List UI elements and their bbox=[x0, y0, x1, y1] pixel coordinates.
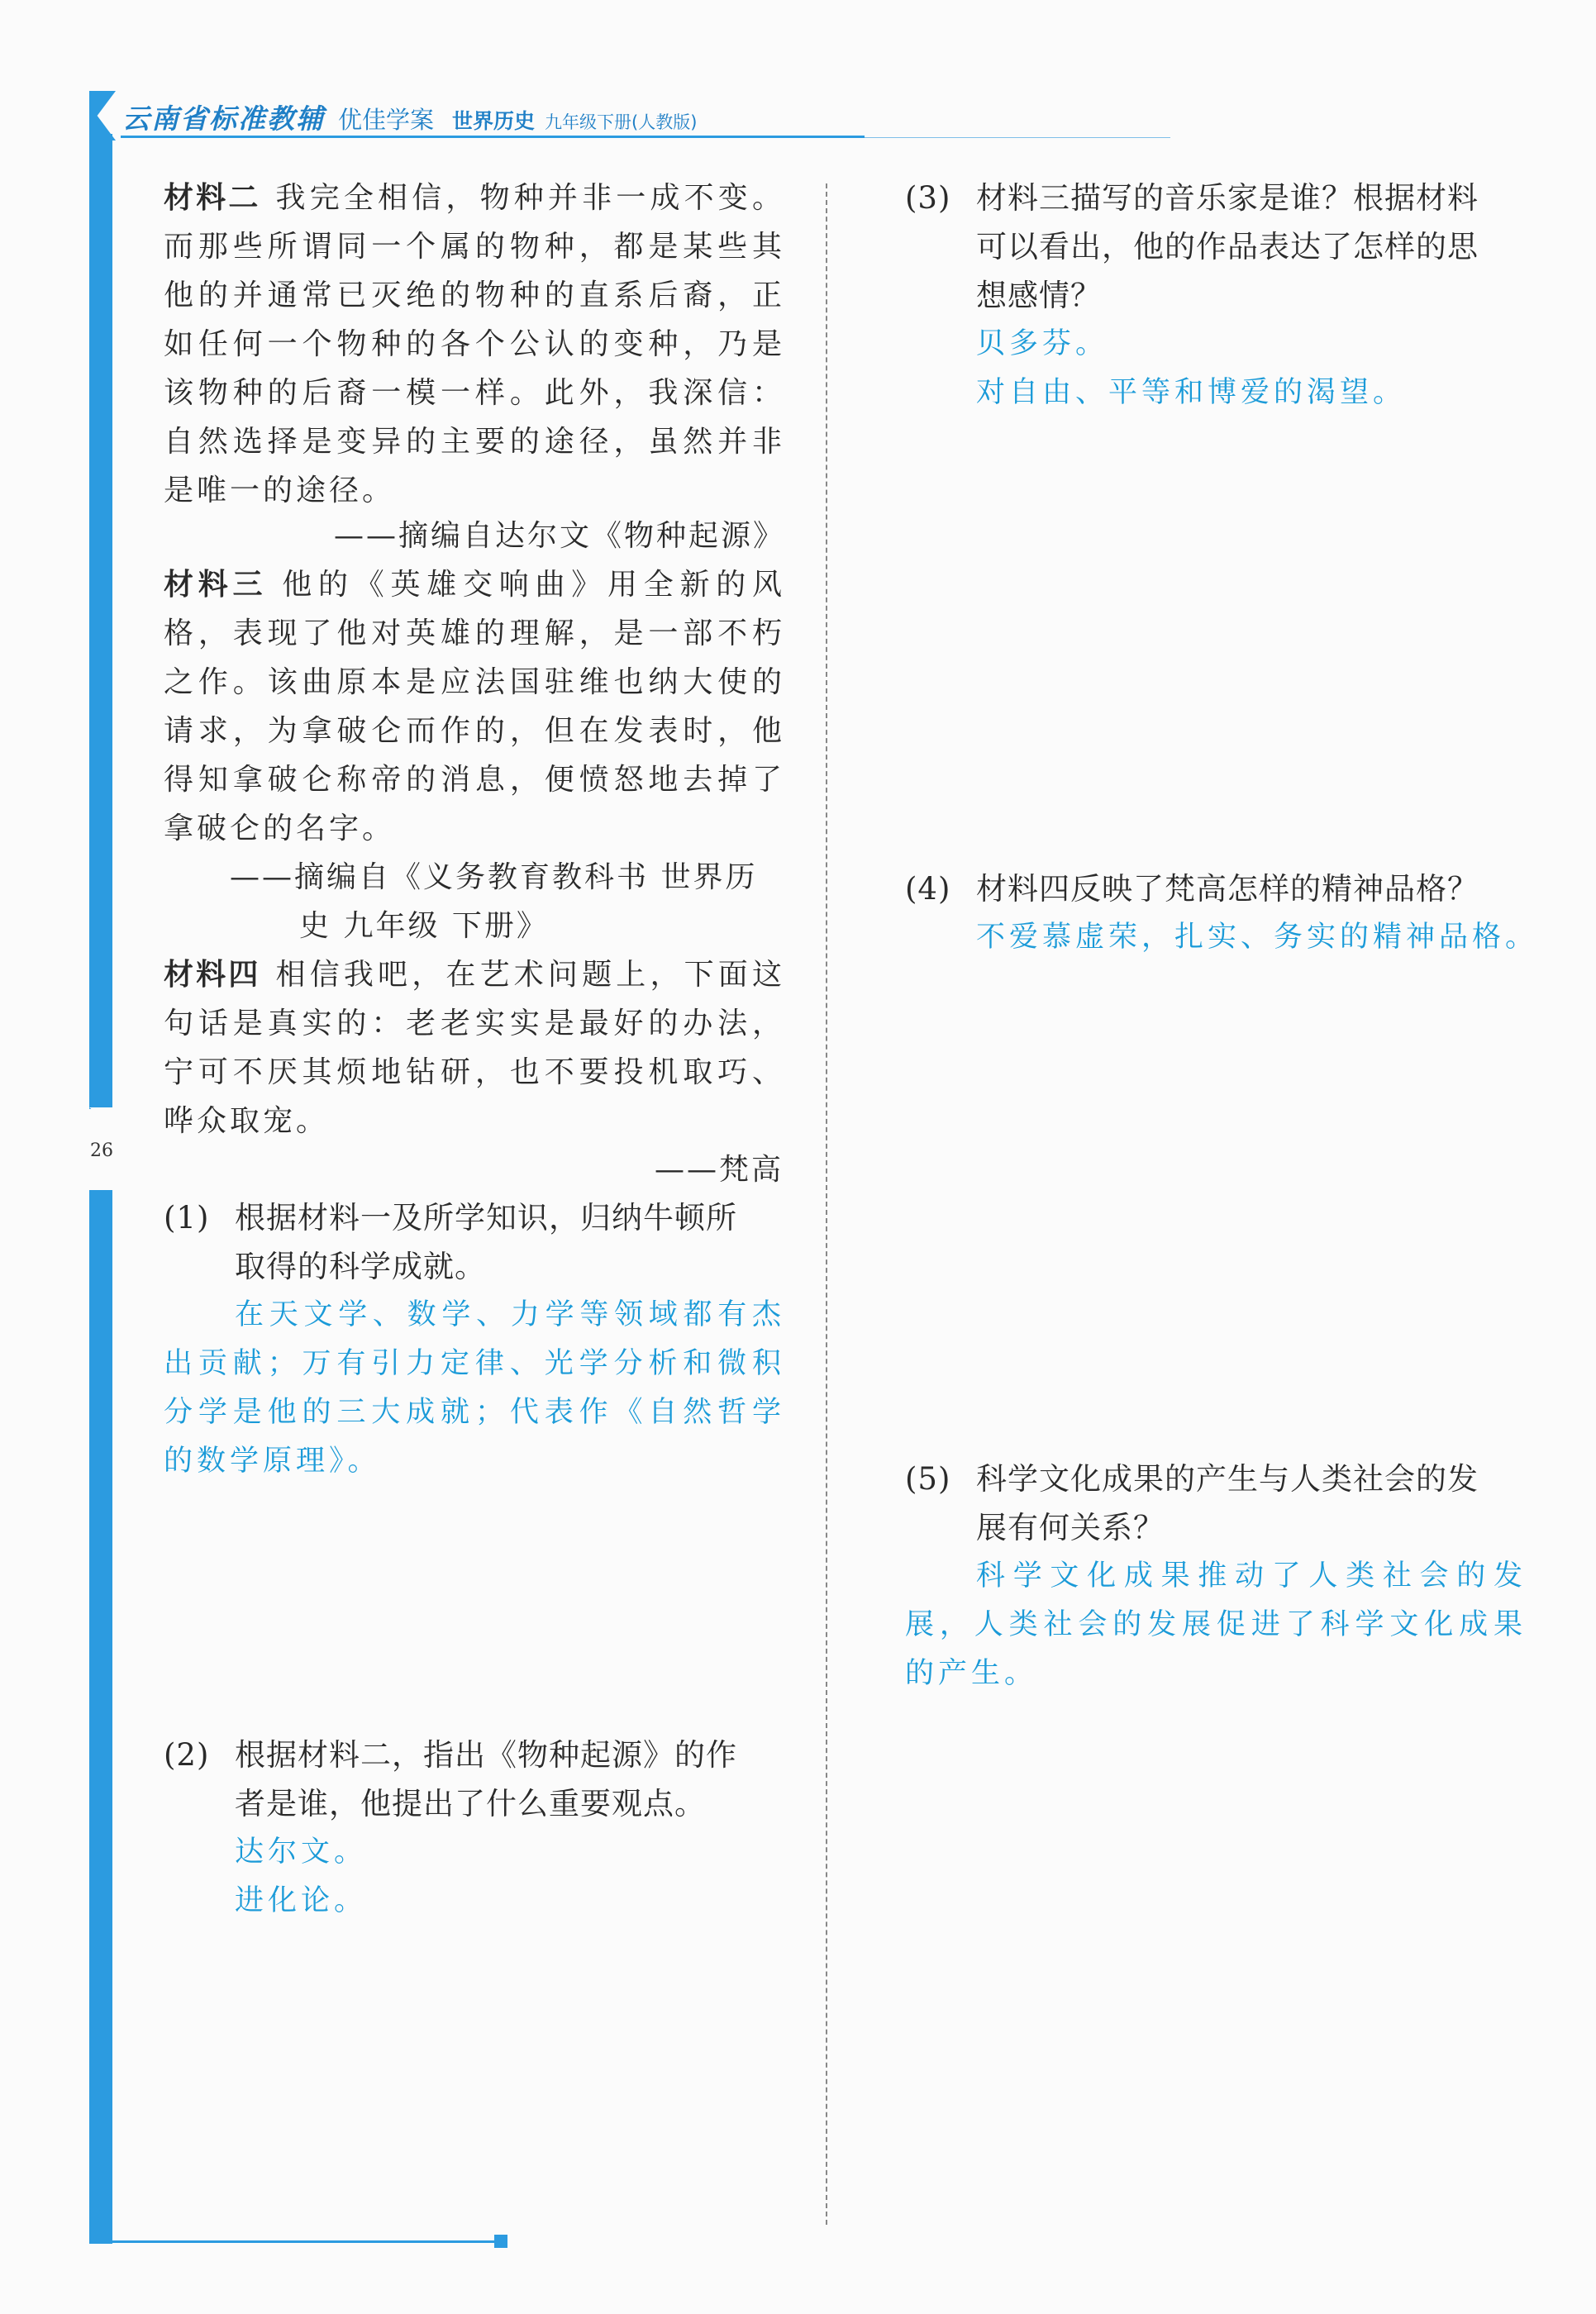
header-subject: 世界历史 bbox=[452, 109, 536, 133]
question-1-line2: 取得的科学成就。 bbox=[235, 1249, 486, 1284]
material-2-text: 我完全相信，物种并非一成不变。而那些所谓同一个属的物种，都是某些其他的并通常已灭绝的物种的直系后裔，正如任何一个物种的各个公认的变种，乃是该物种的后裔一模一样。此外，我深信：自然选择是变异的主要的途径，虽然并非是唯一的途径。 bbox=[164, 181, 785, 507]
question-2-number: (2) bbox=[164, 1737, 210, 1773]
material-3 bbox=[164, 560, 785, 853]
page-number: 26 bbox=[90, 1140, 113, 1161]
material-3-source-line2: 史 九年级 下册》 bbox=[299, 909, 549, 943]
material-3-source-line1: ——摘编自《义务教育教科书 世界历 bbox=[230, 860, 758, 894]
margin-notch-upper bbox=[89, 1107, 112, 1126]
question-5-number: (5) bbox=[905, 1461, 951, 1497]
question-4 bbox=[905, 864, 1533, 913]
question-5-line1: 科学文化成果的产生与人类社会的发 bbox=[976, 1461, 1479, 1497]
answer-1: 在天文学、数学、力学等领域都有杰出贡献；万有引力定律、光学分析和微积分学是他的三大成就；代表作《自然哲学的数学原理》。 bbox=[164, 1298, 785, 1478]
answer-4: 不爱慕虚荣，扎实、务实的精神品格。 bbox=[976, 921, 1539, 954]
material-2-label: 材料二 bbox=[164, 181, 261, 215]
answer-2-1: 达尔文。 bbox=[235, 1835, 368, 1869]
header-series: 优佳学案 bbox=[338, 106, 435, 134]
answer-5: 科学文化成果推动了人类社会的发展，人类社会的发展促进了科学文化成果的产生。 bbox=[905, 1559, 1527, 1690]
header-tab-marker bbox=[89, 91, 116, 140]
material-4-source: ——梵高 bbox=[655, 1153, 784, 1187]
question-2-line2: 者是谁，他提出了什么重要观点。 bbox=[235, 1786, 706, 1821]
question-4-number: (4) bbox=[905, 871, 951, 907]
material-4-text: 相信我吧，在艺术问题上，下面这句话是真实的：老老实实是最好的办法，宁可不厌其烦地钻研，也不要投机取巧、哗众取宠。 bbox=[164, 958, 785, 1138]
question-4-line1: 材料四反映了梵高怎样的精神品格？ bbox=[976, 871, 1479, 907]
margin-bar-top bbox=[89, 134, 112, 1109]
material-4 bbox=[164, 950, 785, 1145]
header-grade: 九年级下册(人教版) bbox=[545, 112, 698, 132]
material-3-text: 他的《英雄交响曲》用全新的风格，表现了他对英雄的理解，是一部不朽之作。该曲原本是应法国驻维也纳大使的请求，为拿破仑而作的，但在发表时，他得知拿破仑称帝的消息，便愤怒地去掉了拿破仑的名字。 bbox=[164, 568, 785, 845]
question-2 bbox=[164, 1731, 792, 1828]
material-3-label: 材料三 bbox=[164, 568, 268, 602]
header-rule bbox=[121, 136, 865, 138]
margin-notch-lower bbox=[89, 1174, 112, 1192]
question-3-line3: 想感情？ bbox=[976, 278, 1102, 313]
question-1 bbox=[164, 1193, 792, 1291]
material-2-source: ——摘编自达尔文《物种起源》 bbox=[334, 519, 786, 553]
question-3 bbox=[905, 174, 1533, 320]
margin-bar-bottom bbox=[89, 1190, 112, 2244]
question-5 bbox=[905, 1455, 1533, 1552]
column-divider bbox=[826, 183, 827, 2225]
material-4-label: 材料四 bbox=[164, 958, 261, 992]
header-brand: 云南省标准教辅 bbox=[122, 102, 325, 135]
answer-2-2: 进化论。 bbox=[235, 1884, 368, 1917]
page-header bbox=[89, 91, 1081, 140]
question-1-number: (1) bbox=[164, 1200, 210, 1236]
question-2-line1: 根据材料二，指出《物种起源》的作 bbox=[235, 1737, 737, 1773]
answer-3-2: 对自由、平等和博爱的渴望。 bbox=[976, 376, 1407, 409]
footer-square-marker bbox=[494, 2235, 507, 2248]
question-1-line1: 根据材料一及所学知识，归纳牛顿所 bbox=[235, 1200, 737, 1236]
answer-3-1: 贝多芬。 bbox=[976, 327, 1109, 360]
material-2 bbox=[164, 174, 785, 515]
question-5-line2: 展有何关系？ bbox=[976, 1510, 1165, 1545]
header-title bbox=[122, 98, 697, 136]
footer-rule bbox=[89, 2240, 503, 2243]
question-3-number: (3) bbox=[905, 180, 951, 216]
header-rule-thin bbox=[865, 137, 1170, 138]
question-3-line2: 可以看出，他的作品表达了怎样的思 bbox=[976, 229, 1479, 264]
question-3-line1: 材料三描写的音乐家是谁？根据材料 bbox=[976, 180, 1479, 216]
